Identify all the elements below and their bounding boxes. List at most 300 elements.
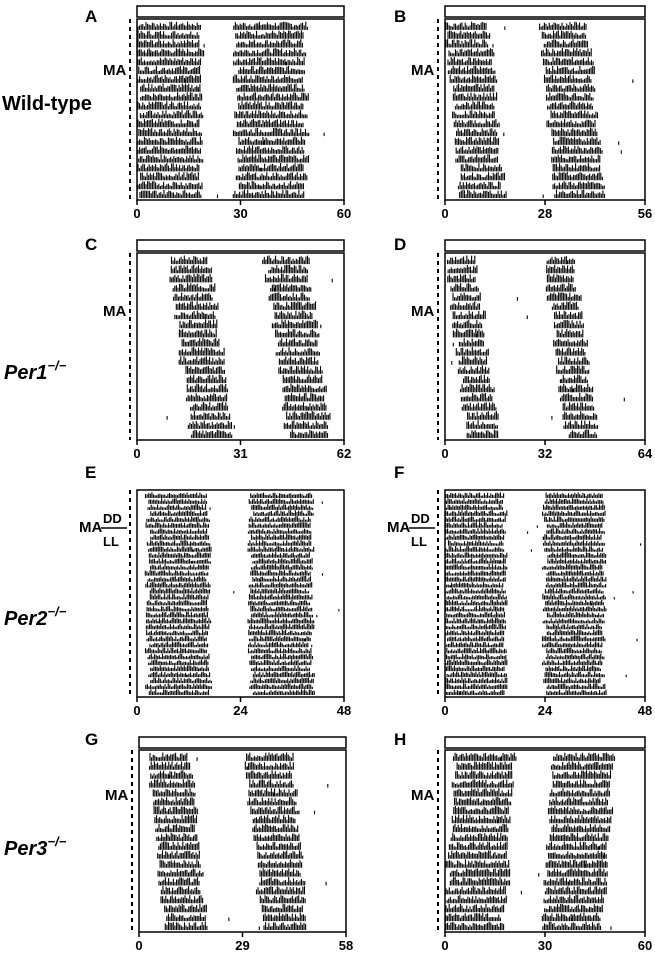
activity-trace (239, 101, 303, 109)
activity-trace (175, 311, 215, 320)
actogram-panel-c (85, 235, 351, 461)
activity-trace (138, 101, 200, 109)
activity-trace (171, 265, 211, 274)
activity-trace (146, 582, 210, 588)
activity-trace (544, 39, 587, 47)
activity-trace (248, 546, 314, 552)
activity-trace (453, 292, 480, 300)
activity-trace (151, 770, 193, 778)
activity-trace (540, 22, 586, 30)
activity-trace (450, 75, 496, 83)
activity-trace (283, 375, 321, 384)
activity-trace (147, 636, 206, 642)
ma-label: MA (411, 787, 435, 804)
activity-trace (165, 904, 207, 912)
activity-trace (250, 683, 312, 689)
activity-trace (555, 311, 582, 319)
activity-trace (552, 824, 610, 832)
activity-trace (451, 833, 507, 841)
activity-trace (264, 913, 306, 921)
activity-trace (249, 498, 313, 504)
activity-trace (557, 365, 589, 374)
activity-trace (187, 393, 227, 401)
ma-label: MA (103, 62, 127, 79)
activity-trace (547, 648, 601, 654)
activity-trace (549, 806, 613, 814)
activity-trace (547, 689, 606, 695)
axis-tick-label: 56 (637, 206, 653, 221)
activity-trace (446, 666, 504, 672)
activity-trace (148, 654, 209, 660)
activity-trace (563, 411, 597, 420)
activity-trace (251, 677, 313, 683)
activity-trace (138, 39, 199, 47)
activity-trace (446, 552, 507, 558)
activity-trace (250, 636, 311, 642)
activity-trace (159, 842, 199, 850)
activity-trace (452, 815, 510, 823)
activity-trace (555, 190, 605, 198)
actogram-panel-d (394, 235, 653, 461)
activity-trace (548, 612, 604, 618)
dd-label: DD (411, 511, 430, 526)
activity-trace (449, 842, 507, 850)
activity-trace (150, 588, 209, 594)
activity-trace (549, 851, 607, 859)
activity-trace (544, 606, 606, 612)
actogram-panel-e (79, 463, 351, 718)
activity-trace (158, 868, 203, 876)
activity-trace (149, 689, 208, 695)
activity-trace (234, 48, 306, 56)
activity-trace (253, 558, 312, 564)
activity-trace (544, 540, 605, 546)
activity-trace (543, 510, 605, 516)
axis-tick-label: 64 (637, 446, 653, 461)
panel-label: A (85, 7, 98, 26)
activity-trace (147, 606, 208, 611)
activity-trace (249, 642, 308, 648)
ma-label: MA (79, 519, 103, 536)
activity-trace (245, 761, 293, 769)
axis-tick-label: 62 (336, 446, 352, 461)
activity-trace (250, 624, 314, 630)
activity-trace (467, 420, 497, 429)
ma-label: MA (411, 303, 435, 320)
activity-trace (547, 576, 606, 582)
activity-trace (141, 172, 199, 180)
activity-trace (545, 904, 603, 912)
axis-tick-label: 0 (441, 446, 449, 461)
activity-trace (554, 137, 600, 145)
activity-trace (252, 504, 313, 510)
activity-trace (543, 642, 602, 648)
activity-trace (446, 606, 504, 612)
activity-trace (547, 522, 601, 528)
activity-trace (140, 110, 201, 118)
activity-trace (446, 22, 486, 30)
activity-trace (147, 600, 206, 605)
activity-trace (146, 624, 208, 630)
activity-trace (154, 806, 197, 814)
activity-trace (180, 320, 217, 329)
activity-trace (252, 564, 313, 570)
activity-trace (446, 904, 504, 912)
activity-trace (234, 22, 308, 30)
activity-trace (269, 292, 309, 301)
activity-trace (554, 339, 588, 347)
activity-trace (291, 429, 328, 438)
activity-trace (239, 137, 305, 145)
activity-trace (146, 492, 207, 498)
activity-trace (237, 39, 303, 47)
activity-trace (149, 672, 210, 678)
actogram-panel-a (85, 6, 351, 221)
activity-trace (260, 868, 300, 876)
activity-trace (151, 678, 212, 684)
activity-trace (266, 274, 308, 283)
activity-trace (236, 172, 306, 180)
activity-trace (150, 558, 211, 563)
axis-tick-label: 0 (135, 938, 143, 953)
activity-trace (276, 329, 319, 338)
activity-trace (251, 606, 312, 612)
activity-trace (271, 284, 311, 292)
axis-tick-label: 0 (133, 206, 141, 221)
activity-trace (461, 172, 504, 180)
activity-trace (269, 265, 307, 274)
activity-trace (239, 163, 303, 171)
activity-trace (561, 393, 593, 402)
activity-trace (447, 895, 506, 903)
activity-trace (249, 788, 297, 796)
activity-trace (138, 30, 199, 38)
activity-trace (448, 30, 490, 38)
activity-trace (253, 689, 314, 695)
axis-tick-label: 24 (537, 703, 553, 718)
activity-trace (446, 886, 505, 894)
activity-trace (250, 660, 311, 666)
activity-trace (461, 393, 491, 402)
activity-trace (454, 806, 508, 814)
activity-trace (150, 594, 208, 600)
activity-trace (253, 576, 311, 582)
genotype-label-per3: Per3−/− (4, 834, 67, 860)
panel-label: F (394, 463, 405, 482)
activity-trace (147, 630, 208, 636)
activity-trace (446, 492, 504, 498)
activity-trace (186, 366, 224, 374)
activity-trace (545, 546, 603, 552)
activity-trace (546, 859, 607, 867)
activity-trace (161, 886, 199, 894)
activity-trace (150, 642, 208, 648)
axis-tick-label: 58 (338, 938, 354, 953)
activity-trace (447, 594, 506, 600)
activity-trace (468, 411, 498, 420)
activity-trace (453, 824, 507, 832)
activity-trace (150, 753, 187, 761)
activity-trace (543, 922, 601, 930)
lighting-bar (445, 6, 645, 17)
activity-trace (237, 119, 303, 127)
ll-label: LL (411, 534, 427, 549)
activity-trace (157, 833, 197, 841)
activity-trace (287, 411, 330, 420)
activity-trace (249, 522, 310, 528)
activity-trace (446, 659, 507, 665)
activity-trace (253, 672, 314, 678)
activity-trace (456, 770, 512, 778)
activity-trace (550, 788, 609, 796)
activity-trace (138, 137, 202, 145)
activity-trace (446, 618, 505, 624)
activity-trace (174, 293, 212, 301)
activity-trace (559, 384, 593, 393)
actogram-panel-b (394, 6, 652, 221)
activity-trace (150, 779, 195, 787)
activity-trace (545, 498, 603, 504)
activity-trace (446, 564, 507, 570)
actogram-panel-f (387, 463, 652, 718)
activity-trace (545, 671, 604, 677)
activity-trace (553, 181, 604, 189)
activity-trace (550, 833, 608, 842)
activity-trace (447, 672, 506, 678)
lighting-bar (445, 737, 645, 748)
activity-trace (547, 119, 595, 127)
activity-trace (552, 761, 613, 769)
activity-trace (456, 146, 498, 154)
activity-trace (279, 338, 317, 346)
activity-trace (446, 600, 507, 606)
activity-trace (448, 636, 504, 642)
activity-trace (252, 665, 310, 671)
activity-trace (283, 402, 326, 411)
activity-trace (552, 146, 602, 154)
activity-trace (446, 624, 505, 630)
activity-trace (464, 375, 490, 383)
activity-trace (138, 181, 202, 189)
activity-trace (455, 101, 493, 109)
activity-trace (548, 552, 606, 558)
activity-trace (138, 48, 204, 56)
activity-trace (234, 57, 304, 65)
activity-trace (264, 922, 306, 930)
activity-trace (151, 534, 209, 540)
genotype-label-per1: Per1−/− (4, 358, 67, 384)
activity-trace (454, 84, 494, 92)
axis-tick-label: 60 (637, 938, 653, 953)
activity-trace (284, 420, 327, 429)
activity-trace (459, 338, 483, 346)
activity-trace (141, 84, 200, 92)
dd-label: DD (103, 511, 122, 526)
activity-trace (155, 815, 197, 823)
activity-trace (149, 660, 208, 666)
activity-trace (260, 895, 305, 903)
activity-trace (545, 75, 591, 83)
activity-trace (148, 504, 206, 510)
activity-trace (187, 375, 225, 384)
panel-label: C (85, 235, 98, 254)
panel-label: E (85, 463, 97, 482)
activity-trace (238, 154, 308, 162)
panel-label: H (394, 730, 407, 749)
activity-trace (553, 163, 599, 171)
activity-trace (559, 356, 589, 365)
activity-trace (233, 190, 303, 198)
activity-trace (446, 913, 500, 921)
activity-trace (248, 540, 310, 546)
activity-trace (447, 582, 503, 588)
activity-trace (233, 75, 302, 83)
activity-trace (458, 365, 488, 374)
activity-trace (449, 850, 507, 858)
activity-trace (138, 22, 200, 30)
activity-trace (446, 558, 505, 564)
ma-label: MA (387, 519, 411, 536)
activity-trace (176, 301, 218, 310)
activity-trace (141, 92, 202, 100)
activity-trace (249, 516, 310, 522)
axis-tick-label: 60 (336, 206, 352, 221)
activity-trace (547, 256, 574, 264)
activity-trace (285, 393, 323, 402)
actogram-panel-g (85, 730, 353, 953)
activity-trace (147, 618, 211, 624)
activity-trace (140, 190, 201, 198)
activity-trace (552, 128, 597, 136)
activity-trace (253, 824, 298, 832)
activity-trace (148, 576, 206, 581)
axis-tick-label: 30 (537, 938, 553, 953)
activity-trace (569, 429, 596, 438)
activity-trace (248, 797, 296, 805)
activity-trace (548, 558, 606, 564)
activity-trace (453, 320, 482, 329)
activity-trace (446, 570, 505, 576)
activity-trace (456, 347, 488, 356)
activity-trace (237, 84, 304, 92)
activity-trace (448, 274, 475, 282)
activity-trace (455, 797, 511, 805)
activity-trace (547, 92, 593, 100)
activity-trace (546, 66, 594, 74)
activity-trace (462, 402, 496, 410)
activity-trace (167, 913, 205, 921)
axis-tick-label: 24 (233, 703, 248, 718)
activity-trace (446, 528, 505, 534)
activity-trace (544, 504, 605, 510)
activity-trace (544, 895, 603, 903)
activity-trace (251, 806, 299, 814)
activity-trace (138, 57, 200, 65)
activity-trace (147, 540, 209, 546)
panels-layer (79, 6, 653, 953)
ma-label: MA (105, 787, 129, 804)
activity-trace (160, 859, 200, 867)
activity-trace (547, 842, 606, 850)
activity-trace (260, 877, 305, 885)
axis-tick-label: 0 (441, 938, 449, 953)
activity-trace (156, 824, 194, 832)
activity-trace (461, 163, 501, 171)
activity-trace (257, 842, 300, 850)
activity-trace (145, 570, 207, 576)
activity-trace (179, 347, 224, 356)
activity-trace (276, 347, 319, 355)
activity-trace (451, 301, 480, 310)
activity-trace (457, 128, 497, 136)
activity-trace (275, 311, 312, 320)
activity-trace (467, 430, 497, 438)
axis-tick-label: 30 (233, 206, 248, 221)
axis-tick-label: 31 (233, 446, 248, 461)
activity-trace (283, 384, 326, 393)
activity-trace (547, 624, 601, 630)
activity-trace (547, 630, 601, 636)
activity-trace (449, 48, 494, 56)
activity-trace (454, 753, 516, 761)
activity-trace (251, 588, 309, 594)
activity-trace (170, 274, 212, 283)
plot-frame (137, 253, 344, 440)
activity-trace (153, 788, 195, 796)
activity-trace (452, 779, 513, 787)
activity-trace (543, 534, 601, 540)
activity-trace (451, 283, 478, 292)
activity-trace (460, 190, 506, 198)
activity-trace (251, 570, 310, 576)
activity-trace (544, 678, 600, 684)
activity-trace (250, 594, 312, 600)
activity-trace (543, 594, 605, 600)
activity-trace (239, 181, 303, 189)
activity-trace (448, 256, 475, 265)
lighting-bar (137, 240, 344, 251)
activity-trace (553, 779, 609, 787)
activity-trace (257, 886, 305, 894)
axis-tick-label: 0 (133, 446, 141, 461)
activity-trace (151, 564, 209, 570)
activity-trace (138, 163, 199, 171)
panel-label: D (394, 235, 407, 254)
axis-tick-label: 0 (441, 206, 449, 221)
activity-trace (182, 338, 219, 347)
activity-trace (456, 154, 498, 162)
activity-trace (447, 612, 505, 618)
activity-trace (550, 797, 608, 805)
activity-trace (446, 588, 505, 594)
activity-trace (172, 256, 207, 265)
actogram-panel-h (394, 730, 652, 953)
activity-trace (262, 904, 302, 912)
activity-trace (151, 528, 207, 533)
activity-trace (545, 516, 604, 522)
activity-trace (179, 329, 216, 338)
activity-trace (149, 498, 207, 504)
activity-trace (453, 329, 483, 338)
activity-trace (263, 255, 309, 264)
axis-tick-label: 32 (537, 446, 553, 461)
activity-trace (550, 815, 611, 823)
activity-trace (547, 265, 574, 274)
activity-trace (448, 66, 494, 74)
axis-tick-label: 28 (537, 206, 553, 221)
activity-trace (279, 356, 317, 364)
activity-trace (138, 145, 200, 153)
